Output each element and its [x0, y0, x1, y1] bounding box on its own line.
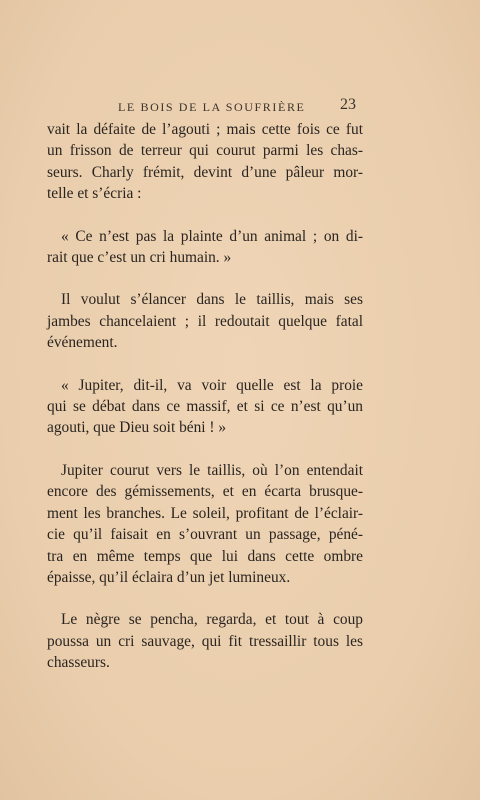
text-line: qui se débat dans ce massif, et si ce n’est qu’un	[47, 398, 363, 416]
body-text	[47, 119, 363, 674]
text-line: « Ce n’est pas la plainte d’un animal ; on di-	[61, 227, 363, 245]
text-line: Le nègre se pencha, regarda, et tout à coup	[61, 611, 363, 629]
text-line: chasseurs.	[47, 654, 110, 672]
text-line: un frisson de terreur qui courut parmi les chas-	[47, 142, 363, 160]
text-line: Jupiter courut vers le taillis, où l’on entendait	[61, 461, 363, 479]
text-line: ment les branches. Le soleil, profitant de l’éclair-	[47, 504, 363, 522]
text-line: épaisse, qu’il éclaira d’un jet lumineux.	[47, 568, 291, 586]
text-line: cie qu’il faisait en s’ouvrant un passage, péné-	[47, 526, 363, 544]
paragraph-5	[47, 460, 363, 588]
paragraph-2	[47, 226, 363, 269]
text-line: seurs. Charly frémit, devint d’une pâleur mor-	[47, 163, 363, 181]
paragraph-6	[47, 609, 363, 673]
running-title: LE BOIS DE LA SOUFRIÈRE	[118, 100, 306, 114]
page-number: 23	[340, 96, 356, 113]
text-line: telle et s’écria :	[47, 185, 142, 203]
text-line: agouti, que Dieu soit béni ! »	[47, 419, 227, 437]
paragraph-3	[47, 289, 363, 353]
text-line: événement.	[47, 334, 118, 352]
text-line: rait que c’est un cri humain. »	[47, 249, 232, 267]
text-line: encore des gémissements, et en écarta brusque-	[47, 483, 363, 501]
text-line: « Jupiter, dit-il, va voir quelle est la proie	[61, 376, 363, 394]
text-line: vait la défaite de l’agouti ; mais cette fois ce fut	[47, 121, 363, 138]
paragraph-4	[47, 375, 363, 439]
text-line: tra en même temps que lui dans cette ombre	[47, 547, 363, 565]
text-line: poussa un cri sauvage, qui fit tressaillir tous les	[47, 632, 363, 650]
text-line: Il voulut s’élancer dans le taillis, mais ses	[61, 291, 363, 309]
text-line: jambes chancelaient ; il redoutait quelque fatal	[47, 312, 363, 330]
paragraph-1	[47, 119, 363, 205]
